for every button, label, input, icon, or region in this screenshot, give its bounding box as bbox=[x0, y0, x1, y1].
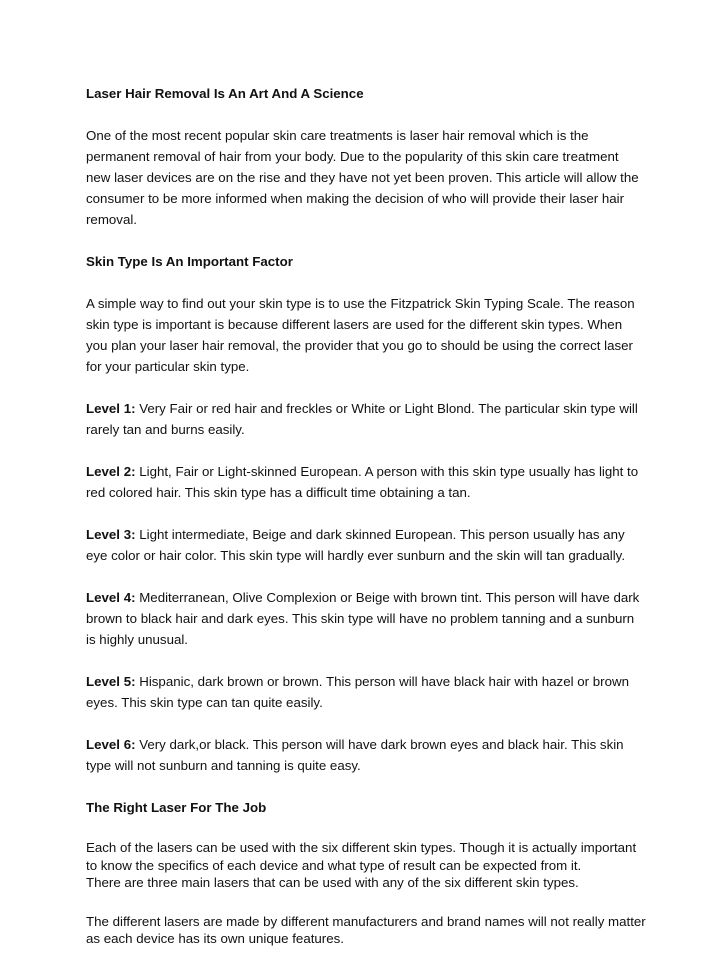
lasers-text-a: Each of the lasers can be used with the six different skin types. Though it is actually important to know the specifics of each device and what type of result can be expected from it. bbox=[86, 840, 637, 873]
level-4-paragraph bbox=[86, 587, 646, 650]
level-1-text: Very Fair or red hair and freckles or White or Light Blond. The particular skin type will rarely tan and burns easily. bbox=[86, 401, 638, 437]
level-2-label: Level 2: bbox=[86, 464, 136, 479]
level-6-text: Very dark,or black. This person will have dark brown eyes and black hair. This skin type will not sunburn and tanning is quite easy. bbox=[86, 737, 624, 773]
intro-paragraph: One of the most recent popular skin care treatments is laser hair removal which is the permanent removal of hair from your body. Due to the popularity of this skin care treatment new laser devices are on the rise and they have not yet been proven. This article will allow the consumer to be more informed when making the decision of who will provide their laser hair removal. bbox=[86, 128, 639, 227]
document-title: Laser Hair Removal Is An Art And A Science bbox=[86, 86, 364, 101]
level-5-text: Hispanic, dark brown or brown. This person will have black hair with hazel or brown eyes. This skin type can tan quite easily. bbox=[86, 674, 629, 710]
lasers-text-b: There are three main lasers that can be used with any of the six different skin types. bbox=[86, 875, 579, 890]
level-3-label: Level 3: bbox=[86, 527, 136, 542]
level-4-label: Level 4: bbox=[86, 590, 136, 605]
level-5-paragraph bbox=[86, 671, 646, 713]
section-heading-right-laser: The Right Laser For The Job bbox=[86, 800, 267, 815]
level-2-paragraph bbox=[86, 461, 646, 503]
manufacturers-paragraph: The different lasers are made by different manufacturers and brand names will not really matter as each device has its own unique features. bbox=[86, 913, 646, 946]
level-3-text: Light intermediate, Beige and dark skinned European. This person usually has any eye color or hair color. This skin type will hardly ever sunburn and the skin will tan gradually. bbox=[86, 527, 626, 563]
section-heading-skin-type: Skin Type Is An Important Factor bbox=[86, 254, 293, 269]
level-1-label: Level 1: bbox=[86, 401, 136, 416]
level-4-text: Mediterranean, Olive Complexion or Beige with brown tint. This person will have dark brown to black hair and dark eyes. This skin type will have no problem tanning and a sunburn is highly unusual. bbox=[86, 590, 640, 647]
level-3-paragraph bbox=[86, 524, 646, 566]
lasers-paragraph bbox=[86, 839, 646, 892]
level-6-paragraph bbox=[86, 734, 646, 776]
document-body bbox=[86, 83, 646, 969]
skin-type-paragraph: A simple way to find out your skin type is to use the Fitzpatrick Skin Typing Scale. The reason skin type is important is because different lasers are used for the different skin types. When you plan your laser hair removal, the provider that you go to should be using the correct laser for your particular skin type. bbox=[86, 296, 635, 374]
level-2-text: Light, Fair or Light-skinned European. A person with this skin type usually has light to red colored hair. This skin type has a difficult time obtaining a tan. bbox=[86, 464, 639, 500]
level-1-paragraph bbox=[86, 398, 646, 440]
level-6-label: Level 6: bbox=[86, 737, 136, 752]
level-5-label: Level 5: bbox=[86, 674, 136, 689]
